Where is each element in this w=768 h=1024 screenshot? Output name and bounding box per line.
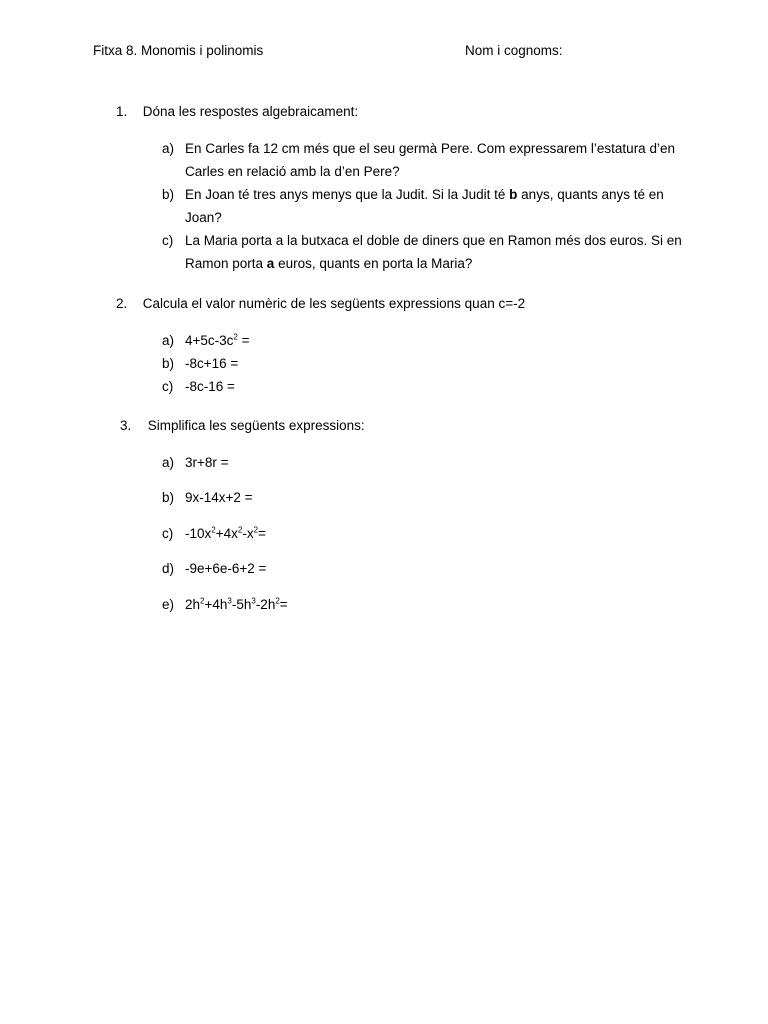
question-text: Simplifica les següents expressions: xyxy=(147,418,365,433)
name-label: Nom i cognoms: xyxy=(465,43,563,58)
worksheet-title: Fitxa 8. Monomis i polinomis xyxy=(93,43,264,58)
item-expression: $-10x^2+4x^2-x^2=$ xyxy=(185,525,266,541)
item-expression: -9e+6e-6+2 = xyxy=(185,561,267,576)
question-number: 3. xyxy=(120,418,132,433)
item-expression: -8c-16 = xyxy=(185,379,235,394)
item-label: a) xyxy=(162,333,175,348)
item-text: La Maria porta a la butxaca el doble de diners que en Ramon més dos euros. Si en Ramon porta a euros, quants en porta la Maria? xyxy=(185,233,682,271)
item-label: c) xyxy=(162,526,174,541)
item-expression: 9x-14x+2 = xyxy=(185,490,253,505)
item-label: a) xyxy=(162,141,175,156)
question-number: 1. xyxy=(116,104,128,119)
item-label: c) xyxy=(162,379,174,394)
item-expression: $4+5c-3c^2$ = xyxy=(185,332,250,348)
question-text: Dóna les respostes algebraicament: xyxy=(142,104,359,119)
item-label: b) xyxy=(162,490,175,505)
item-expression: -8c+16 = xyxy=(185,356,239,371)
question-1 xyxy=(116,104,358,119)
item-expression: $2h^2+4h^3-5h^3-2h^2=$ xyxy=(185,596,288,612)
question-text: Calcula el valor numèric de les següents expressions quan c=-2 xyxy=(142,296,526,311)
item-label: c) xyxy=(162,233,174,248)
item-label: b) xyxy=(162,356,175,371)
item-expression: 3r+8r = xyxy=(185,455,229,470)
item-text: En Carles fa 12 cm més que el seu germà Pere. Com expressarem l’estatura d’en Carles en relació amb la d’en Pere? xyxy=(185,141,675,179)
item-label: e) xyxy=(162,597,175,612)
item-text: En Joan té tres anys menys que la Judit. Si la Judit té b anys, quants anys té en Joan? xyxy=(185,187,664,225)
question-3 xyxy=(120,418,365,433)
item-label: d) xyxy=(162,561,175,576)
question-number: 2. xyxy=(116,296,128,311)
item-label: a) xyxy=(162,455,175,470)
question-2 xyxy=(116,296,525,311)
item-label: b) xyxy=(162,187,175,202)
